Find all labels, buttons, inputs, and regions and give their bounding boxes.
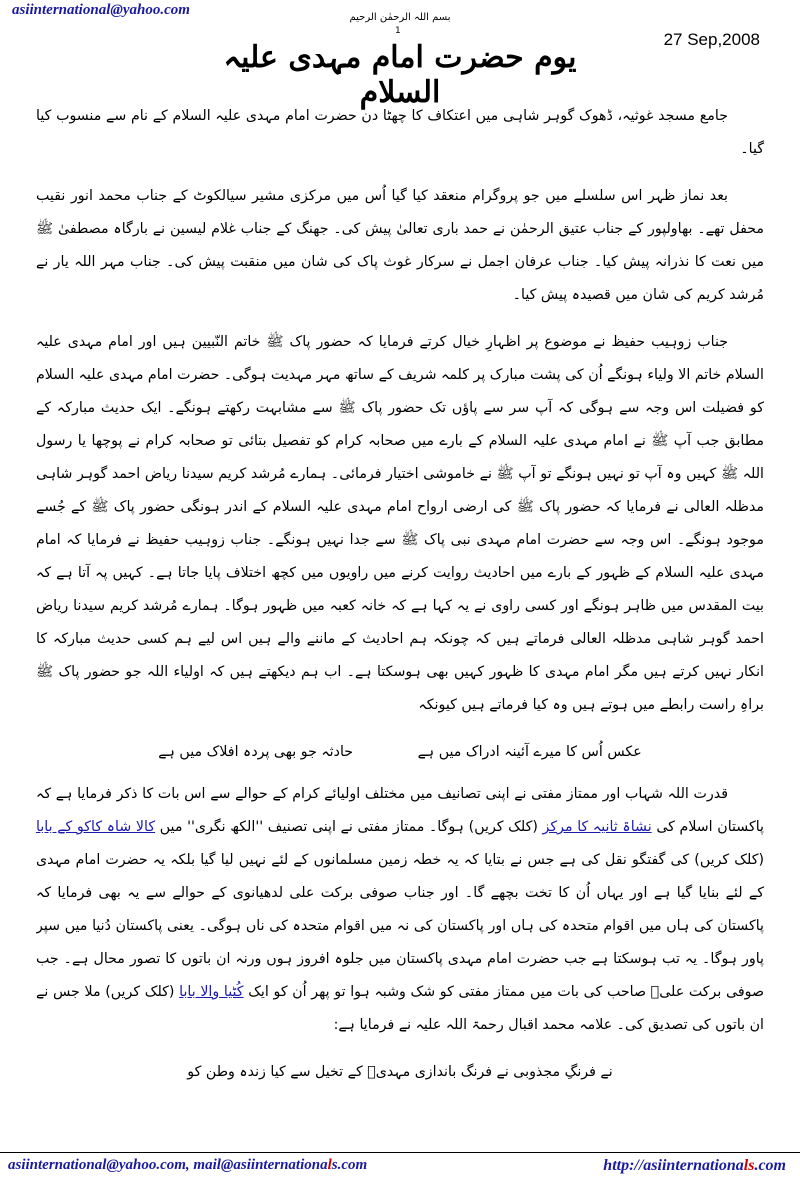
footer-email-1[interactable]: asiinternational@yahoo.com [8, 1157, 186, 1173]
footer-email-2[interactable] [193, 1157, 367, 1173]
link-kutiya-wala-baba[interactable]: کُٹیا والا بابا [179, 984, 244, 1000]
footer-url-red: ls [743, 1157, 755, 1174]
footer-url-part-1: http://asiinternationa [603, 1157, 744, 1174]
page-number: 1 [395, 26, 401, 36]
paragraph-3: جناب زوہیب حفیظ نے موضوع پر اظہارِ خیال کرتے فرمایا کہ حضور پاک ﷺ خاتم النّبیین ہیں اور امام مہدی علیہ السلام خاتم الا ولیاء ہونگے اُن کی پشت مبارک پر کلمہ شریف کے ساتھ مہر مہدیت ہوگی۔ حضرت امام مہدی علیہ السلام کو فضیلت اس وجہ سے ہوگی کہ آپ سر سے پاؤں تک حضور پاک ﷺ سے مشابہت رکھتے ہونگے۔ ایک حدیث مبارکہ کے مطابق جب آپ ﷺ نے امام مہدی علیہ السلام کے بارے میں صحابہ کرام کو تفصیل بتائی تو صحابہ کرام نے پوچھا یا رسول اللہ ﷺ کہیں وہ آپ تو نہیں ہونگے تو آپ ﷺ نے خاموشی اختیار فرمائی۔ ہمارے مُرشد کریم سیدنا ریاض احمد گوہر شاہی مدظلہ العالی نے فرمایا کہ حضور پاک ﷺ کی ارضی ارواح امام مہدی علیہ السلام کے اندر ہونگی حضور پاک ﷺ کے جُسے موجود ہونگے۔ اس وجہ سے حضرت امام مہدی نبی پاک ﷺ سے جدا نہیں ہونگے۔ جناب زوہیب حفیظ نے فرمایا کہ امام مہدی علیہ السلام کے ظہور کے بارے میں احادیث روایت کرنے میں راویوں میں کچھ اختلاف پایا جاتا ہے۔ کہیں پہ آتا ہے کہ بیت المقدس میں ظاہر ہونگے اور کسی راوی نے یہ کہا ہے کہ خانہ کعبہ میں ظہور ہوگا۔ ہمارے مُرشد کریم سیدنا ریاض احمد گوہر شاہی مدظلہ العالی فرماتے ہیں کہ چونکہ ہم احادیث کے ماننے والے ہیں اس لیے ہم کسی حدیث مبارکہ کا انکار نہیں کرتے ہیں مگر امام مہدی کا ظہور کہیں بھی ہوسکتا ہے۔ اب ہم دیکھتے ہیں کہ اولیاء اللہ جو حضور پاک ﷺ براہِ راست رابطے میں ہوتے ہیں وہ کیا فرماتے ہیں کیونکہ [36, 334, 764, 713]
paragraph-4-part-1: قدرت اللہ شہاب اور ممتاز مفتی نے اپنی تصانیف میں مختلف اولیائے کرام کے حوالے سے اس بات کا ذکر فرمایا ہے کہ پاکستان اسلام کی [36, 786, 764, 835]
page-date: 27 Sep,2008 [663, 30, 760, 49]
footer-email-2-red: l [327, 1157, 332, 1173]
paragraph-4-part-3: (کلک کریں) کی گفتگو نقل کی ہے جس نے بتایا کہ یہ خطہ زمین مسلمانوں کے لئے نہیں لیا گیا بلکہ یہ حضرت امام مہدی کے لئے بنایا گیا ہے اور یہاں اُن کا تخت بچھے گا۔ اور جناب صوفی برکت علی لدھیانوی کے حوالے سے یہ بھی فرمایا کہ پاکستان کی ہاں میں اقوام متحدہ کی ہاں اور پاکستان کی نہ میں اقوام متحدہ کی ناں ہوگی۔ یعنی پاکستان دُنیا میں سپر پاور ہوگا۔ یہ تب ہوسکتا ہے جب حضرت امام مہدی پاکستان میں جلوہ افروز ہوں ورنہ ان باتوں کا تصور محال ہے۔ جب صوفی برکت علیؒ صاحب کی بات میں ممتاز مفتی کو شک وشبہ ہوا تو پھر اُن کو ایک [36, 852, 764, 1000]
footer-url[interactable] [603, 1157, 786, 1175]
footer-email-2-part-2: s.com [331, 1157, 368, 1173]
footer-email-2-part-1: mail@asiinternationa [193, 1157, 328, 1173]
iqbal-verse: نے فرنگِ مجذوبی نے فرنگ باندازی مہدیؑ کے تخیل سے کیا زندہ وطن کو [187, 1064, 613, 1080]
couplet-line-right: عکس اُس کا میرے آئینہ ادراک میں ہے [417, 744, 642, 760]
paragraph-4-part-2: (کلک کریں) ہوگا۔ ممتاز مفتی نے اپنی تصنیف ''الکھ نگری'' میں [155, 819, 543, 835]
paragraph-4 [36, 778, 764, 1042]
footer-url-part-2: .com [754, 1157, 786, 1174]
couplet [36, 736, 764, 768]
paragraph-2: بعد نماز ظہر اس سلسلے میں جو پروگرام منعقد کیا گیا اُس میں مرکزی مشیر سیالکوٹ کے جناب محمد انور نقیب محفل تھے۔ بھاولپور کے جناب عتیق الرحمٰن نے حمد باری تعالیٰ پیش کی۔ جھنگ کے جناب غلام لیسین نے بارگاہ مصطفیٰ ﷺ میں نعت کا نذرانہ پیش کیا۔ جناب عرفان اجمل نے سرکار غوث پاک کی شان میں منقبت پیش کی۔ جناب مہر اللہ یار نے مُرشد کریم کی شان میں قصیدہ پیش کیا۔ [36, 188, 764, 303]
footer-emails [8, 1157, 367, 1174]
paragraph-4-part-4: (کلک کریں) ملا جس نے ان باتوں کی تصدیق کی۔ علامہ محمد اقبال رحمۃ اللہ علیہ نے فرمایا ہے: [36, 984, 764, 1033]
header-email[interactable]: asiinternational@yahoo.com [12, 2, 190, 18]
paragraph-1: جامع مسجد غوثیہ، ڈھوک گوہر شاہی میں اعتکاف کا چھٹا دن حضرت امام مہدی علیہ السلام کے نام سے منسوب کیا گیا۔ [36, 108, 764, 157]
page-title: یوم حضرت امام مہدی علیہ السلام [223, 40, 577, 110]
couplet-line-left: حادثہ جو بھی پردہ افلاک میں ہے [158, 744, 354, 760]
footer-separator: , [185, 1157, 190, 1173]
bismillah: بسم اللہ الرحمٰن الرحیم [349, 12, 451, 23]
link-nashat-e-sania[interactable]: نشاۃ ثانیہ کا مرکز [542, 819, 652, 835]
link-kala-shah-kaku-baba[interactable]: کالا شاہ کاکو کے بابا [36, 819, 156, 835]
footer-divider [0, 1152, 800, 1153]
article-body [36, 100, 764, 1080]
